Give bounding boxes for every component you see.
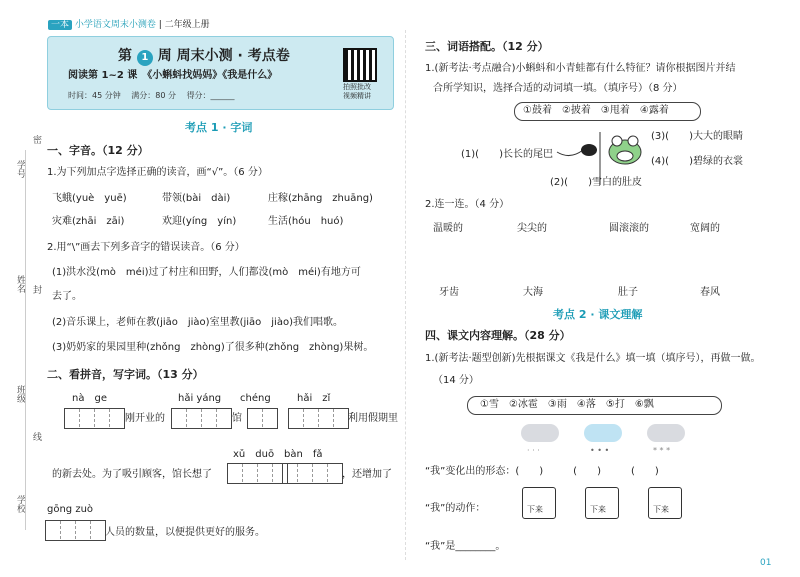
page-number: 01	[760, 558, 772, 568]
write-grid-5[interactable]	[227, 463, 288, 484]
time-limit: 时间：45 分钟	[68, 91, 121, 100]
pinyin-1: nà ge	[72, 393, 107, 404]
s4-title: 四、课文内容理解。（28 分）	[425, 329, 571, 342]
action-arrow-1	[522, 487, 556, 519]
s1-q1: 1.为下列加点字选择正确的读音，画“√”。（6 分）	[47, 167, 268, 178]
s3-options-box	[514, 102, 701, 121]
s1-q2a: (1)洪水没(mò méi)过了村庄和田野，人们都没(mò méi)有地方可	[52, 267, 361, 278]
name-label: 姓名	[15, 275, 25, 293]
s3-q2: 2.连一连。（4 分）	[425, 199, 510, 210]
week-number: 1	[137, 50, 153, 66]
match-bottom[interactable]: 大海	[523, 287, 543, 298]
write-grid-3[interactable]	[247, 408, 278, 429]
s1-q2c: (3)奶奶家的果园里种(zhǒng zhòng)了很多种(zhǒng zhòng)果树。	[52, 342, 374, 353]
pinyin-item: 带领(bài dài)	[162, 193, 231, 204]
match-top[interactable]: 宽阔的	[690, 223, 720, 234]
match-bottom[interactable]: 春风	[700, 287, 720, 298]
id-label: 学号	[15, 160, 25, 178]
s3-title: 三、词语搭配。（12 分）	[425, 40, 549, 53]
write-grid-4[interactable]	[288, 408, 349, 429]
match-top[interactable]: 圆滚滚的	[609, 223, 649, 234]
s2-text-1: 刚开业的	[125, 413, 165, 424]
header: 一本 小学语文周末小测卷 | 二年级上册	[48, 18, 210, 32]
s2-text-6: 人员的数量，以便提供更好的服务。	[105, 527, 265, 538]
s1-title: 一、字音。（12 分）	[47, 144, 149, 157]
match-top[interactable]: 温暖的	[433, 223, 463, 234]
s2-text-5: ，还增加了	[342, 469, 392, 480]
header-series: 小学语文周末小测卷	[74, 20, 156, 30]
cloud-icon	[647, 424, 685, 442]
title-main: 周末小测 · 考点卷	[176, 48, 290, 64]
qr-caption-2: 视频精讲	[343, 92, 371, 100]
class-label: 班级	[15, 385, 25, 403]
frog-belly	[617, 151, 633, 161]
pinyin-3: chéng	[240, 393, 271, 404]
frog-eye-left	[612, 136, 622, 146]
qr-caption	[343, 83, 371, 101]
s4-options: ①雪 ②冰雹 ③雨 ④落 ⑤打 ⑥飘	[480, 399, 654, 410]
title-box	[47, 36, 394, 110]
tadpole-tail	[557, 150, 583, 156]
pinyin-6: bàn fǎ	[284, 449, 323, 460]
column-divider	[405, 30, 406, 560]
week-suffix: 周	[157, 48, 172, 64]
write-grid-7[interactable]	[45, 520, 106, 541]
s4-q1a: 1.(新考法·题型创新)先根据课文《我是什么》填一填（填序号），再做一做。	[425, 353, 761, 364]
cloud-icon	[584, 424, 622, 442]
s3-r2: (2)( )雪白的肚皮	[550, 177, 642, 188]
pinyin-item: 欢迎(yíng yín)	[162, 216, 237, 227]
s1-q2b: (2)音乐课上，老师在教(jiāo jiào)室里教(jiāo jiào)我们唱歌。	[52, 317, 343, 328]
pinyin-item: 庄稼(zhāng zhuāng)	[268, 193, 373, 204]
fill-line	[25, 150, 26, 530]
s2-text-4: 的新去处。为了吸引顾客，馆长想了	[52, 469, 212, 480]
s4-q1b: （14 分）	[433, 375, 479, 386]
match-bottom[interactable]: 肚子	[618, 287, 638, 298]
s4-forms: “我”变化出的形态：( ) ( ) ( )	[425, 466, 659, 477]
exam-meta	[68, 89, 235, 103]
write-grid-1[interactable]	[64, 408, 125, 429]
cloud-icon	[521, 424, 559, 442]
weather-drops: · · ·	[527, 446, 540, 455]
pinyin-4: hǎi zǐ	[297, 393, 331, 404]
header-grade: 二年级上册	[164, 20, 210, 30]
match-top[interactable]: 尖尖的	[517, 223, 547, 234]
s2-text-2: 馆	[232, 413, 242, 424]
qr-caption-1: 拍照批改	[343, 83, 371, 91]
header-badge: 一本	[48, 20, 72, 30]
s1-q2: 2.用“\”画去下列多音字的错误读音。（6 分）	[47, 242, 245, 253]
kp2-heading: 考点 2 · 课文理解	[553, 308, 643, 321]
title-line	[118, 45, 290, 66]
pinyin-5: xǔ duō	[233, 449, 275, 460]
weather-drops: * * *	[653, 446, 671, 455]
line-label: 线	[31, 432, 41, 441]
pinyin-7: gōng zuò	[47, 504, 94, 515]
arrow-label: 下来	[527, 505, 543, 514]
school-label: 学校	[15, 495, 25, 513]
binding-strip	[0, 0, 40, 577]
s4-is: “我”是________。	[425, 541, 506, 552]
pinyin-item: 飞蛾(yuè yuē)	[52, 193, 127, 204]
s3-r1: (1)( )长长的尾巴	[461, 149, 553, 160]
s3-options: ①鼓着 ②披着 ③甩着 ④露着	[523, 105, 669, 116]
seal-label: 密	[31, 135, 41, 144]
match-bottom[interactable]: 牙齿	[439, 287, 459, 298]
score-field: 得分：______	[186, 91, 235, 100]
total-score: 满分：80 分	[131, 91, 177, 100]
s3-q1b: 合所学知识，选择合适的动词填一填。（填序号）（8 分）	[433, 83, 683, 94]
pinyin-item: 生活(hóu huó)	[268, 216, 344, 227]
arrow-label: 下来	[653, 505, 669, 514]
frog-eye-right	[628, 136, 638, 146]
pinyin-item: 灾难(zhāi zāi)	[52, 216, 125, 227]
action-arrow-3	[648, 487, 682, 519]
s3-r3: (3)( )大大的眼睛	[651, 131, 743, 142]
s1-q2a-cont: 去了。	[52, 291, 82, 302]
s4-options-box	[467, 396, 722, 415]
write-grid-6[interactable]	[282, 463, 343, 484]
qr-code[interactable]	[343, 48, 377, 82]
week-prefix: 第	[118, 48, 132, 64]
write-grid-2[interactable]	[171, 408, 232, 429]
pinyin-2: hǎi yáng	[178, 393, 222, 404]
s3-r4: (4)( )碧绿的衣裳	[651, 156, 743, 167]
s2-text-3: 利用假期里	[348, 413, 398, 424]
s3-q1a: 1.(新考法·考点融合)小蝌蚪和小青蛙都有什么特征？请你根据图片并结	[425, 63, 736, 74]
tadpole-body	[581, 144, 597, 156]
s2-title: 二、看拼音，写字词。（13 分）	[47, 368, 204, 381]
kp1-heading: 考点 1 · 字词	[185, 121, 253, 134]
fold-label: 封	[31, 285, 41, 294]
arrow-label: 下来	[590, 505, 606, 514]
action-arrow-2	[585, 487, 619, 519]
s4-action: “我”的动作：	[425, 503, 486, 514]
weather-drops: • • •	[590, 446, 610, 455]
reading-range: 阅读第 1~2 课 《小蝌蚪找妈妈》《我是什么》	[68, 70, 278, 81]
